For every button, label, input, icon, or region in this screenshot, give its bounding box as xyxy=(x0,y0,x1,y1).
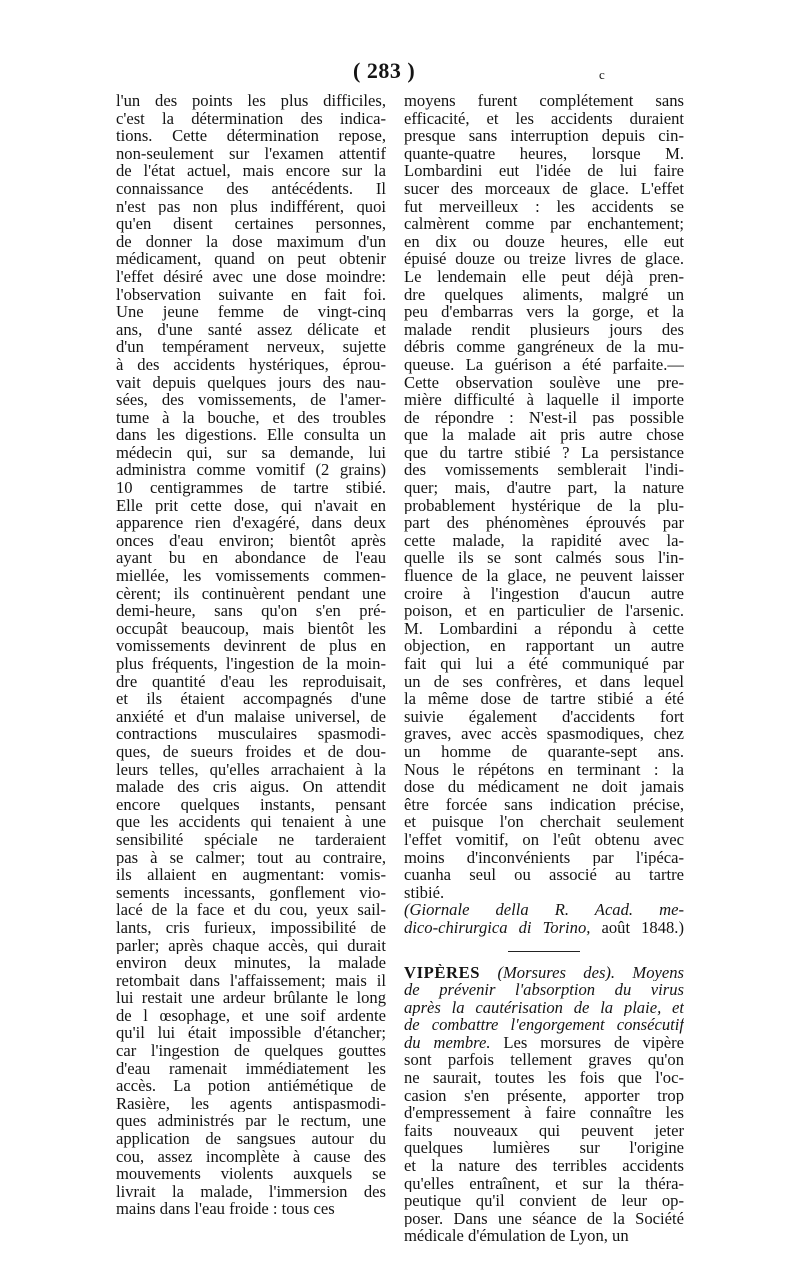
entry-title-start: Moyens xyxy=(632,963,684,982)
text-line: Elle prit cette dose, qui n'avait en xyxy=(116,496,386,515)
citation-date: août 1848.) xyxy=(601,918,684,937)
text-line: anxiété et d'un malaise universel, de xyxy=(116,707,386,726)
text-line: c'est la détermination des indica- xyxy=(116,109,386,128)
text-line: de l œsophage, et une soif ardente xyxy=(116,1006,386,1025)
text-line: sont parfois tellement graves qu'on xyxy=(404,1051,684,1070)
text-line: sucer des morceaux de glace. L'effet xyxy=(404,179,684,198)
text-line: lants, cris furieux, impossibilité de xyxy=(116,918,386,937)
text-line: presque sans interruption depuis cin- xyxy=(404,127,684,145)
text-line: environ deux minutes, la malade xyxy=(116,954,386,972)
text-line: contractions musculaires spasmodi- xyxy=(116,725,386,743)
left-column xyxy=(116,92,386,1218)
text-line: et ils étaient accompagnés d'une xyxy=(116,690,386,708)
text-line: malade des cris aigus. On attendit xyxy=(116,778,386,796)
text-line: Une jeune femme de vingt-cinq xyxy=(116,303,386,321)
text-line: probablement hystérique de la plu- xyxy=(404,496,684,515)
text-line: mains dans l'eau froide : tous ces xyxy=(116,1200,335,1218)
text-line: sées, des vomissements, de l'amer- xyxy=(116,391,386,409)
citation-line-2 xyxy=(404,919,684,937)
text-line: épuisé douze ou treize livres de glace. xyxy=(404,250,684,268)
text-line: l'effet vomitif, on l'eût obtenu avec xyxy=(404,830,684,849)
text-line: fut merveilleux : les accidents se xyxy=(404,197,684,216)
text-line: apparence rien d'exagéré, dans deux xyxy=(116,514,386,532)
text-line: suivie également d'accidents fort xyxy=(404,707,684,726)
text-line: cuanha seul ou associé au tartre xyxy=(404,866,684,884)
text-line: d'eau ramenait immédiatement les xyxy=(116,1059,386,1078)
text-line: qu'en disent certaines personnes, xyxy=(116,215,386,233)
text-line: quelques lumières sur l'origine xyxy=(404,1139,684,1158)
text-line: onces d'eau environ; bientôt après xyxy=(116,531,386,550)
text-line: miellée, les vomissements commen- xyxy=(116,567,386,585)
text-line: ans, d'une santé assez délicate et xyxy=(116,320,386,339)
text-line: mouvements violents auxquels se xyxy=(116,1165,386,1183)
text-line: parler; après chaque accès, qui durait xyxy=(116,936,386,955)
text-line: accès. La potion antiémétique de xyxy=(116,1077,386,1095)
text-line: et la nature des terribles accidents xyxy=(404,1157,684,1175)
text-line: moyens furent complétement sans xyxy=(404,92,684,110)
text-line: des vomissements semblerait l'indi- xyxy=(404,461,684,480)
text-line: poison, et en particulier de l'arsenic. xyxy=(404,602,684,620)
entry-title-end: du membre. xyxy=(404,1033,491,1052)
text-line: un de ses confrères, et dans lequel xyxy=(404,672,684,691)
text-line: ils allaient en augmentant: vomis- xyxy=(116,866,386,884)
page-number: ( 283 ) xyxy=(353,58,416,83)
text-line: n'est pas non plus indifférent, quoi xyxy=(116,197,386,216)
text-line: vomissements devinrent de plus en xyxy=(116,637,386,655)
text-line: à des accidents hystériques, éprou- xyxy=(116,355,386,374)
text-line: plus fréquents, l'ingestion de la moin- xyxy=(116,655,386,673)
citation-journal-continued: dico-chirurgica di Torino, xyxy=(404,918,591,937)
text-line: que la malade ait pris autre chose xyxy=(404,426,684,444)
text-line: l'effet désiré avec une dose moindre: xyxy=(116,267,386,286)
right-column-text-bottom xyxy=(404,1051,684,1245)
text-line: leurs telles, qu'elles arrachaient à la xyxy=(116,760,386,779)
text-line: pas à se calmer; tout au contraire, xyxy=(116,848,386,867)
text-line: application de sangsues autour du xyxy=(116,1130,386,1148)
text-line: ques administrés par le rectum, une xyxy=(116,1112,386,1131)
entry-subheading: (Morsures des). xyxy=(497,963,616,982)
text-line: dre quelques aliments, malgré un xyxy=(404,285,684,304)
text-line: M. Lombardini a répondu à cette xyxy=(404,619,684,638)
text-line: sensibilité spéciale ne tarderaient xyxy=(116,830,386,849)
text-line: fluence de la glace, ne peuvent laisser xyxy=(404,567,684,585)
text-line: qu'il lui était impossible d'étancher; xyxy=(116,1024,386,1043)
text-line: ayant bu en abondance de l'eau xyxy=(116,549,386,568)
text-line: lacé de la face et du cou, yeux sail- xyxy=(116,901,386,919)
entry-text-start: Les morsures de vipère xyxy=(503,1033,684,1052)
text-line: graves, avec accès spasmodiques, chez xyxy=(404,725,684,743)
text-line: Lombardini eut l'idée de lui faire xyxy=(404,162,684,180)
text-line: faits nouveaux qui peuvent jeter xyxy=(404,1121,684,1140)
section-divider xyxy=(508,951,580,952)
entry-heading: VIPÈRES xyxy=(404,963,481,982)
text-line: peutique qu'il convient de leur op- xyxy=(404,1192,684,1210)
text-line: l'un des points les plus difficiles, xyxy=(116,92,386,110)
text-line: ne saurait, toutes les fois que l'oc- xyxy=(404,1069,684,1087)
text-line: malade rendit plusieurs jours des xyxy=(404,320,684,339)
text-line: non-seulement sur l'examen attentif xyxy=(116,144,386,163)
entry-heading-line xyxy=(404,964,684,982)
citation-journal: (Giornale della R. Acad. me- xyxy=(404,901,684,919)
text-line: stibié. xyxy=(404,883,445,902)
right-column-text-top xyxy=(404,92,684,901)
text-line: d'un tempérament nerveux, sujette xyxy=(116,338,386,356)
text-line: queuse. La guérison a été parfaite.— xyxy=(404,355,684,374)
text-line: que les accidents qui tenaient à une xyxy=(116,813,386,831)
text-line: que du tartre stibié ? La persistance xyxy=(404,443,684,462)
text-line: Rasière, les agents antispasmodi- xyxy=(116,1094,386,1113)
text-line: part des phénomènes éprouvés par xyxy=(404,514,684,532)
text-line: médecin qui, sur sa demande, lui xyxy=(116,443,386,462)
text-line: moins d'inconvénients par l'ipéca- xyxy=(404,848,684,867)
text-line: débris comme gangréneux de la mu- xyxy=(404,338,684,356)
text-line: tions. Cette détermination repose, xyxy=(116,127,386,145)
text-line: casion s'en présente, apporter trop xyxy=(404,1086,684,1105)
text-line: après la cautérisation de la plaie, et xyxy=(404,998,684,1017)
text-line: poser. Dans une séance de la Société xyxy=(404,1209,684,1228)
text-line: efficacité, et les accidents duraient xyxy=(404,109,684,128)
text-line: l'observation suivante en fait foi. xyxy=(116,285,386,304)
text-line: un homme de quarante-sept ans. xyxy=(404,742,684,761)
text-line: dre quantité d'eau les reproduisait, xyxy=(116,672,386,691)
text-line: quelle ils se sont calmés sous l'in- xyxy=(404,549,684,568)
text-line: Le lendemain elle peut déjà pren- xyxy=(404,267,684,286)
text-line: objection, en rapportant un autre xyxy=(404,637,684,655)
text-line: car l'ingestion de quelques gouttes xyxy=(116,1042,386,1060)
text-line: de combattre l'engorgement consécutif xyxy=(404,1016,684,1034)
text-line: médicale d'émulation de Lyon, un xyxy=(404,1227,629,1245)
text-line: retombait dans l'affaissement; mais il xyxy=(116,971,386,990)
text-line: qu'elles entraînent, et sur la théra- xyxy=(404,1174,684,1193)
text-line: et puisque l'on cherchait seulement xyxy=(404,813,684,831)
right-column xyxy=(404,92,684,1245)
text-line: livrait la malade, l'immersion des xyxy=(116,1182,386,1201)
text-line: administra comme vomitif (2 grains) xyxy=(116,461,386,480)
text-line: de répondre : N'est-il pas possible xyxy=(404,408,684,427)
text-line: en dix ou douze heures, elle eut xyxy=(404,232,684,251)
text-line: cou, assez incomplète à cause des xyxy=(116,1147,386,1166)
text-line: mière difficulté à laquelle il importe xyxy=(404,391,684,409)
text-line: médicament, quand on peut obtenir xyxy=(116,250,386,268)
text-line: quante-quatre heures, lorsque M. xyxy=(404,144,684,163)
text-line: d'empressement à faire connaître les xyxy=(404,1104,684,1122)
text-line: connaissance des antécédents. Il xyxy=(116,179,386,198)
citation-line-1 xyxy=(404,901,684,919)
text-line: cette malade, la rapidité avec la- xyxy=(404,531,684,550)
text-line: ques, de sueurs froides et de dou- xyxy=(116,742,386,761)
text-line: de l'état actuel, mais encore sur la xyxy=(116,162,386,180)
text-line: sements incessants, gonflement vio- xyxy=(116,883,386,902)
text-line: tume à la bouche, et des troubles xyxy=(116,408,386,427)
text-line: de prévenir l'absorption du virus xyxy=(404,981,684,999)
entry-title xyxy=(404,981,684,1034)
text-line: lui restait une ardeur brûlante le long xyxy=(116,989,386,1007)
text-line: 10 centigrammes de tartre stibié. xyxy=(116,479,386,497)
text-line: demi-heure, sans qu'on s'en pré- xyxy=(116,602,386,620)
text-line: cèrent; ils continuèrent pendant une xyxy=(116,584,386,603)
text-line: Cette observation soulève une pre- xyxy=(404,373,684,392)
text-line: peu d'embarras vers la gorge, et la xyxy=(404,303,684,321)
text-line: vait depuis quelques jours des nau- xyxy=(116,373,386,392)
page-header xyxy=(0,58,800,86)
header-mark: c xyxy=(599,67,605,82)
text-line: la même dose de tartre stibié a été xyxy=(404,690,684,708)
text-line: être forcée sans indication précise, xyxy=(404,795,684,814)
text-line: calmèrent comme par enchantement; xyxy=(404,215,684,233)
text-line: croire à l'ingestion d'aucun autre xyxy=(404,584,684,603)
text-line: quer; mais, d'autre part, la nature xyxy=(404,479,684,497)
text-line: dans les digestions. Elle consulta un xyxy=(116,426,386,444)
text-line: dose du médicament ne doit jamais xyxy=(404,778,684,796)
text-line: de donner la dose maximum d'un xyxy=(116,232,386,251)
text-line: occupât beaucoup, mais bientôt les xyxy=(116,619,386,638)
entry-first-line xyxy=(404,1034,684,1052)
text-line: fait qui lui a été communiqué par xyxy=(404,655,684,673)
text-line: encore quelques instants, pensant xyxy=(116,795,386,814)
text-line: Nous le répétons en terminant : la xyxy=(404,760,684,779)
